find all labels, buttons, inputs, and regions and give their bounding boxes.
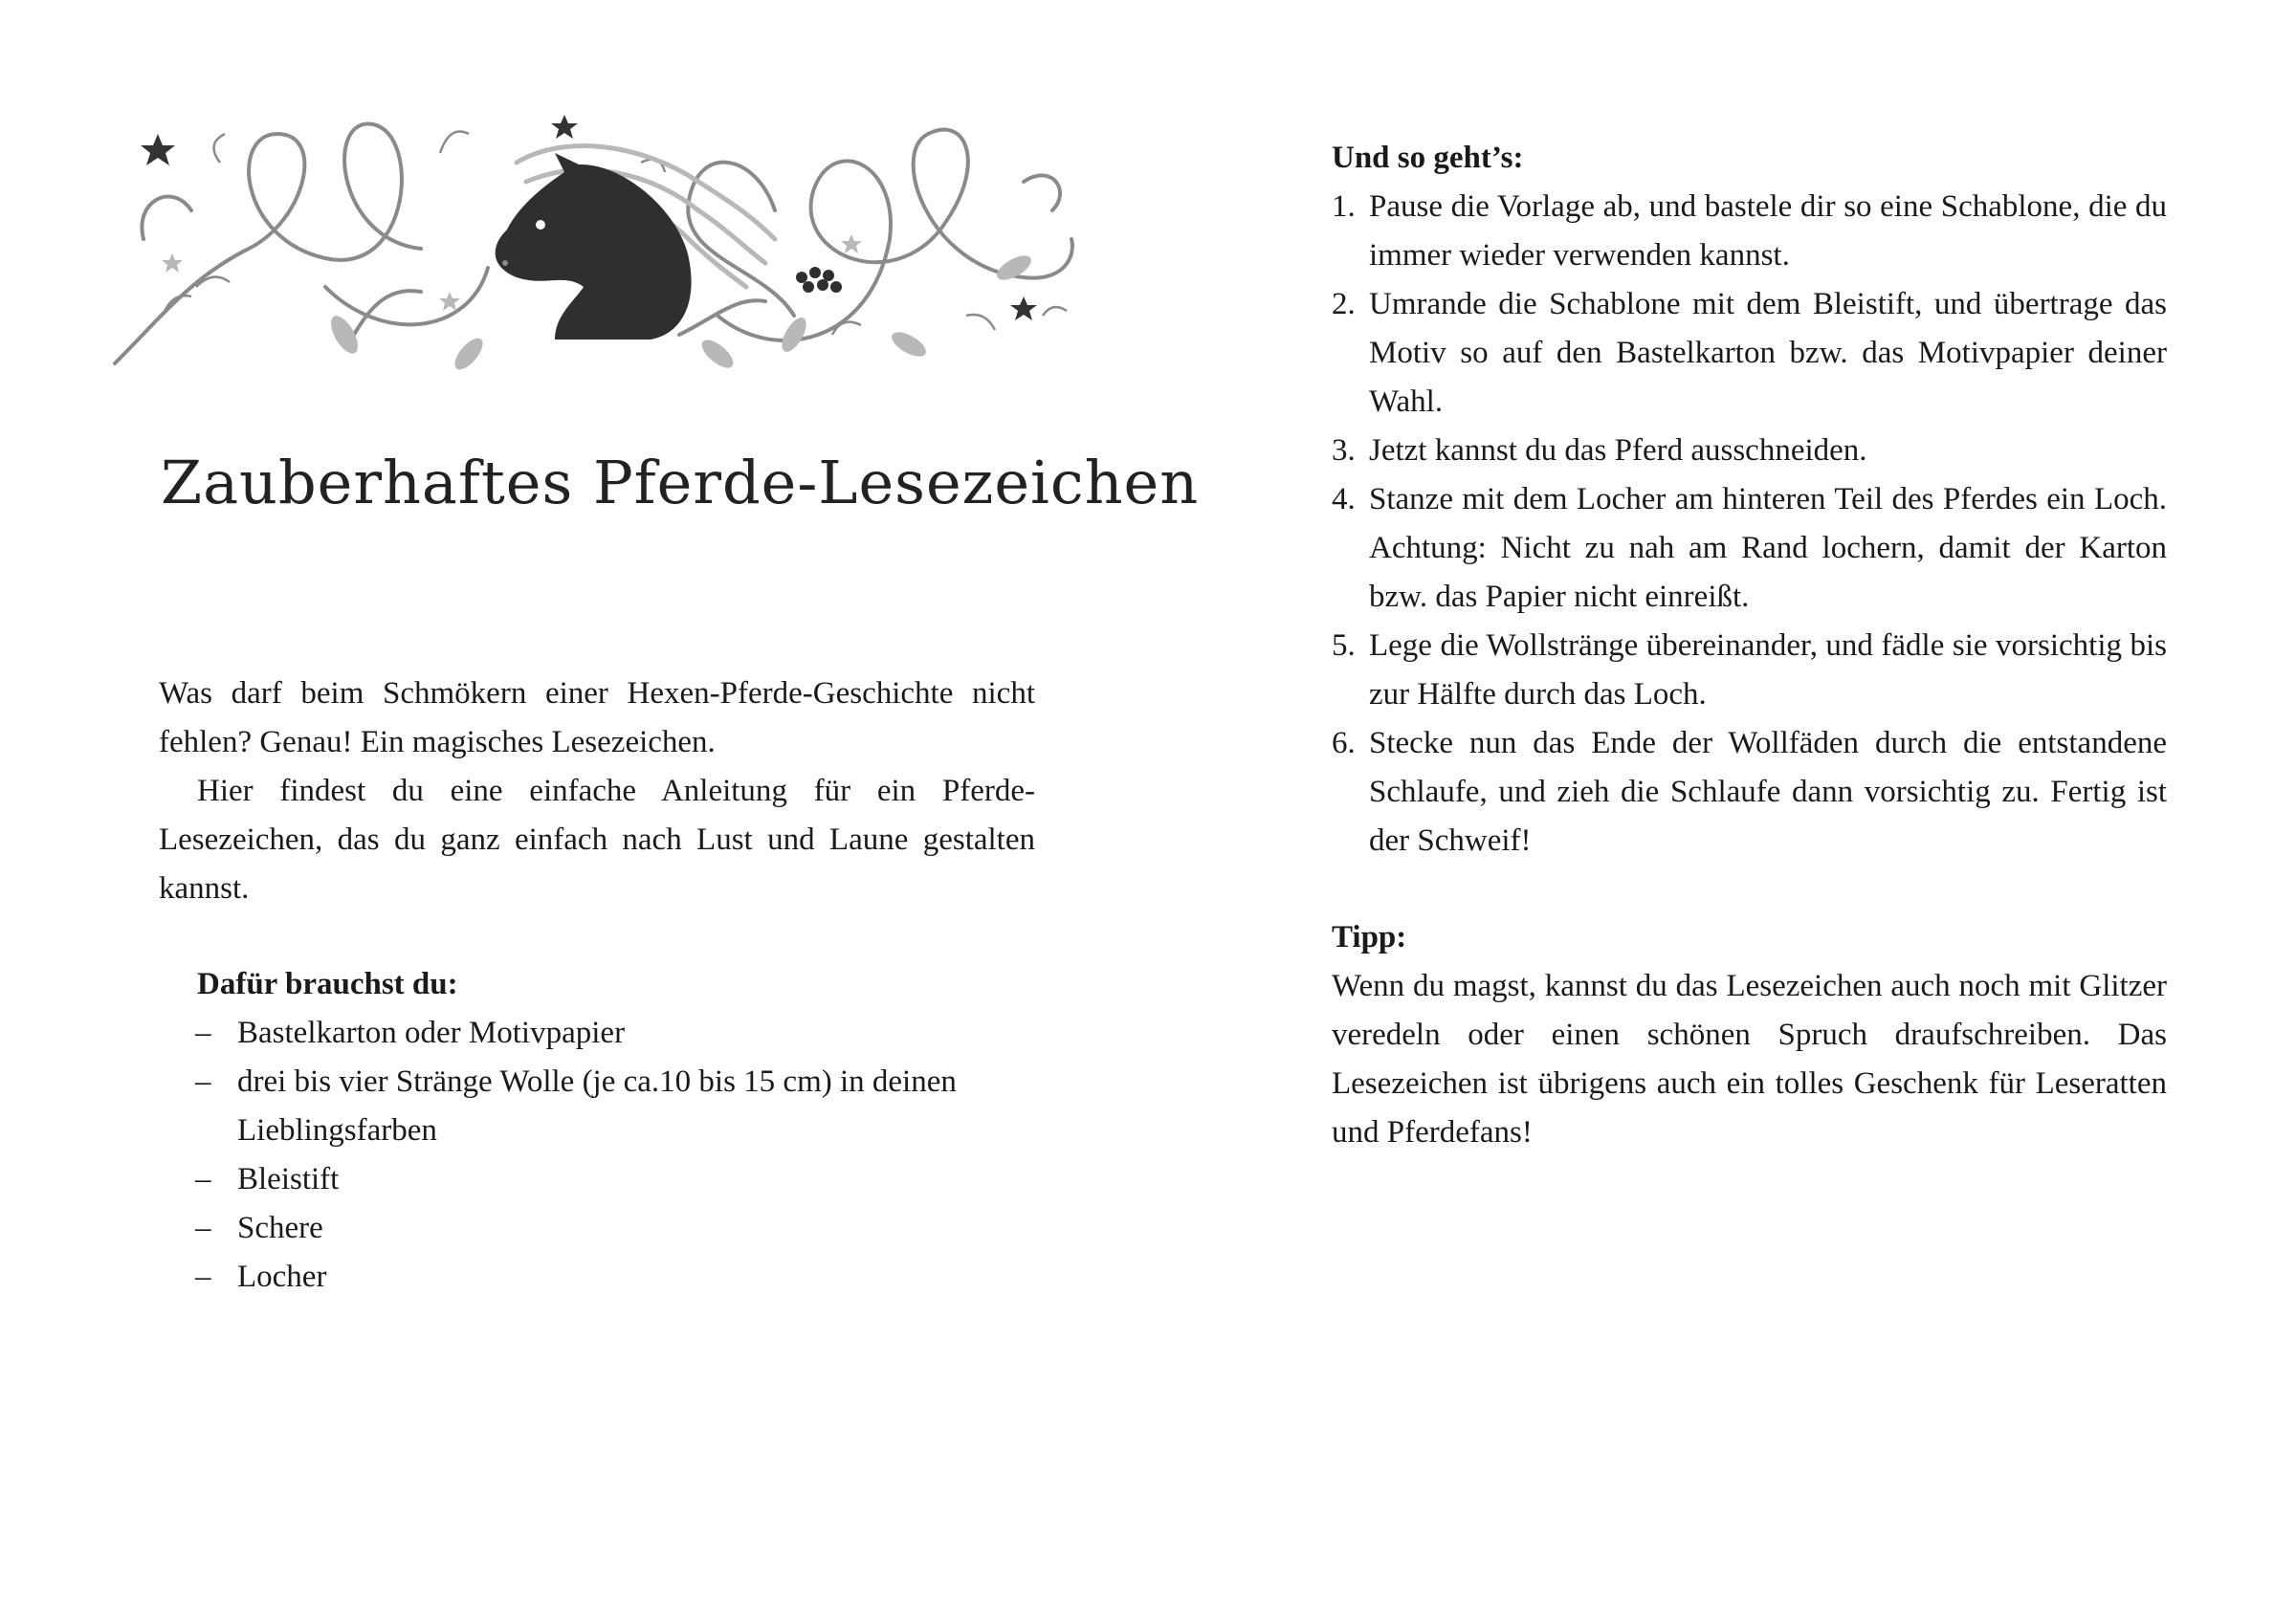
step-number: 3.: [1332, 433, 1356, 468]
list-item: – Schere: [159, 1204, 1035, 1253]
step-item: [1332, 719, 2167, 866]
step-number: 5.: [1332, 628, 1356, 663]
page-title: Zauberhaftes Pferde-Lesezeichen: [161, 448, 1200, 517]
horse-head-icon: [105, 96, 1081, 392]
materials-heading: Dafür brauchst du:: [197, 967, 458, 1001]
step-text: Lege die Wollstränge übereinander, und fädle sie vorsichtig bis zur Hälfte durch das Loch.: [1369, 628, 2167, 712]
step-item: [1332, 280, 2167, 427]
step-item: [1332, 475, 2167, 622]
step-item: [1332, 183, 2167, 280]
step-text: Jetzt kannst du das Pferd ausschneiden.: [1369, 433, 1867, 468]
step-number: 4.: [1332, 482, 1356, 516]
steps-section: [1332, 134, 2167, 866]
dash-bullet: –: [195, 1211, 211, 1245]
dash-bullet: –: [195, 1162, 211, 1196]
list-item: – Bastelkarton oder Motivpapier: [159, 1009, 1035, 1058]
list-item: – Bleistift: [159, 1155, 1035, 1204]
step-number: 2.: [1332, 287, 1356, 321]
step-item: [1332, 622, 2167, 719]
intro-text: [159, 669, 1035, 913]
tip-section: [1332, 913, 2167, 1157]
steps-heading: Und so geht’s:: [1332, 141, 1524, 175]
step-text: Umrande die Schablone mit dem Bleistift, und übertrage das Motiv so auf den Bastelkarton bzw. das Motivpapier deiner Wahl.: [1369, 287, 2167, 419]
step-number: 6.: [1332, 726, 1356, 760]
dash-bullet: –: [195, 1064, 211, 1099]
intro-paragraph: Hier findest du eine einfache Anleitung für ein Pferde-Lesezeichen, das du ganz einfach nach Lust und Laune gestalten kannst.: [159, 774, 1035, 906]
steps-list: [1332, 183, 2167, 866]
intro-paragraph: Was darf beim Schmökern einer Hexen-Pferde-Geschichte nicht fehlen? Genau! Ein magisches Lesezeichen.: [159, 676, 1035, 759]
tip-text: Wenn du magst, kannst du das Lesezeichen auch noch mit Glitzer veredeln oder einen schönen Spruch draufschreiben. Das Lesezeichen ist übrigens auch ein tolles Geschenk für Leseratten und Pferdefans!: [1332, 969, 2167, 1150]
horse-vine-ornament: [105, 96, 1081, 392]
materials-list: [159, 1009, 1035, 1302]
list-item: – Locher: [159, 1253, 1035, 1302]
step-text: Pause die Vorlage ab, und bastele dir so eine Schablone, die du immer wieder verwenden kannst.: [1369, 189, 2167, 273]
tip-heading: Tipp:: [1332, 920, 1407, 954]
step-item: [1332, 427, 2167, 475]
dash-bullet: –: [195, 1016, 211, 1050]
materials-section: [159, 960, 1035, 1302]
dash-bullet: –: [195, 1260, 211, 1294]
step-number: 1.: [1332, 189, 1356, 224]
list-item: – drei bis vier Stränge Wolle (je ca.10 bis 15 cm) in deinen Lieblingsfarben: [159, 1058, 1035, 1155]
step-text: Stanze mit dem Locher am hinteren Teil des Pferdes ein Loch. Achtung: Nicht zu nah am Rand lochern, damit der Karton bzw. das Papier nicht einreißt.: [1369, 482, 2167, 614]
step-text: Stecke nun das Ende der Wollfäden durch die entstandene Schlaufe, und zieh die Schlaufe dann vorsichtig zu. Fertig ist der Schweif!: [1369, 726, 2167, 858]
